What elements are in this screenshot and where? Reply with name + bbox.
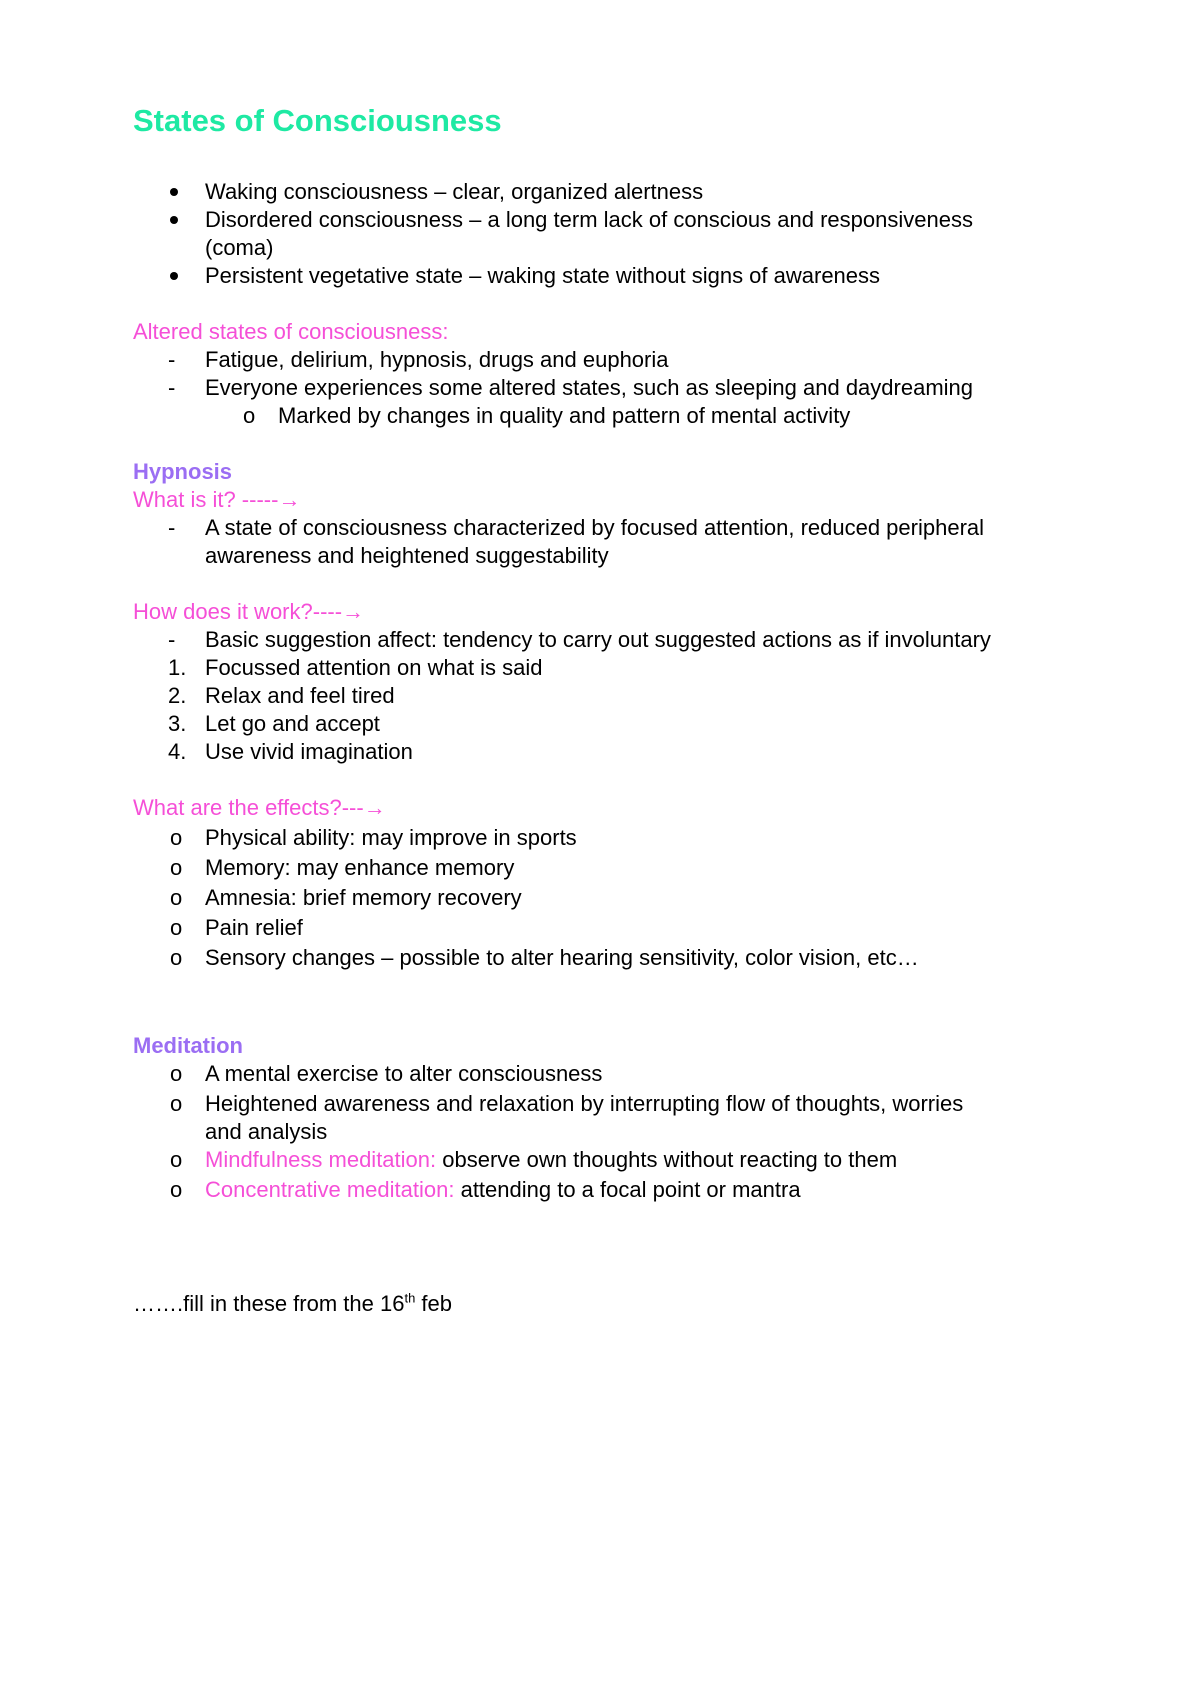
step-4: Use vivid imagination [205,739,413,764]
intro-bullet-1: Waking consciousness – clear, organized alertness [205,179,704,204]
concentrative-label: Concentrative meditation: [205,1177,455,1202]
hypnosis-heading: Hypnosis [133,459,233,484]
circle-marker: o [170,1061,183,1086]
footer-sup: th [404,1290,416,1306]
effect-3: Amnesia: brief memory recovery [205,885,522,910]
bullet-dot [170,188,178,196]
circle-marker: o [170,1177,183,1202]
meditation-heading: Meditation [133,1033,243,1058]
effect-4: Pain relief [205,915,303,940]
what-is-it-item: A state of consciousness characterized by focused attention, reduced peripheral [205,515,985,540]
dash-marker: - [168,515,176,540]
what-is-it-item-cont: awareness and heightened suggestability [205,543,609,568]
altered-sub-item: Marked by changes in quality and pattern of mental activity [278,403,851,428]
intro-bullet-2-cont: (coma) [205,235,274,260]
footer-note [133,1290,452,1318]
number-marker: 1. [168,655,187,680]
dash-marker: - [168,375,176,400]
mindfulness-text: observe own thoughts without reacting to them [436,1147,898,1172]
what-is-it-text: What is it? ----- [133,487,279,512]
circle-marker: o [170,855,183,880]
what-is-it-heading [133,486,300,514]
altered-item-2: Everyone experiences some altered states, such as sleeping and daydreaming [205,375,974,400]
step-2: Relax and feel tired [205,683,395,708]
arrow-right-icon: → [342,599,365,624]
circle-marker: o [170,915,183,940]
effects-heading [133,794,386,822]
circle-marker: o [170,1147,183,1172]
effect-2: Memory: may enhance memory [205,855,515,880]
meditation-item-2: Heightened awareness and relaxation by interrupting flow of thoughts, worries [205,1091,964,1116]
circle-marker: o [170,945,183,970]
circle-marker: o [170,1091,183,1116]
circle-marker: o [170,825,183,850]
concentrative-text: attending to a focal point or mantra [454,1177,801,1202]
effects-heading-text: What are the effects?--- [133,795,364,820]
step-1: Focussed attention on what is said [205,655,543,680]
number-marker: 2. [168,683,187,708]
number-marker: 3. [168,711,187,736]
dash-marker: - [168,627,176,652]
effect-5: Sensory changes – possible to alter hearing sensitivity, color vision, etc… [205,945,919,970]
page-title: States of Consciousness [133,103,502,138]
footer-prefix: …….fill in these from the 16 [133,1291,405,1316]
how-item: Basic suggestion affect: tendency to carry out suggested actions as if involuntary [205,627,991,652]
intro-bullet-3: Persistent vegetative state – waking state without signs of awareness [205,263,881,288]
dash-marker: - [168,347,176,372]
mindfulness-item [205,1146,897,1174]
effect-1: Physical ability: may improve in sports [205,825,577,850]
how-does-it-work-heading [133,598,364,626]
meditation-item-2-cont: and analysis [205,1119,328,1144]
arrow-right-icon: → [278,487,301,512]
meditation-item-1: A mental exercise to alter consciousness [205,1061,603,1086]
number-marker: 4. [168,739,187,764]
arrow-right-icon: → [363,795,386,820]
footer-suffix: feb [415,1291,452,1316]
circle-marker: o [243,403,256,428]
how-does-it-work-text: How does it work?---- [133,599,343,624]
mindfulness-label: Mindfulness meditation: [205,1147,437,1172]
concentrative-item [205,1176,801,1204]
step-3: Let go and accept [205,711,380,736]
circle-marker: o [170,885,183,910]
bullet-dot [170,216,178,224]
intro-bullet-2: Disordered consciousness – a long term lack of conscious and responsiveness [205,207,973,232]
bullet-dot [170,272,178,280]
altered-heading: Altered states of consciousness: [133,319,449,344]
altered-item-1: Fatigue, delirium, hypnosis, drugs and euphoria [205,347,669,372]
